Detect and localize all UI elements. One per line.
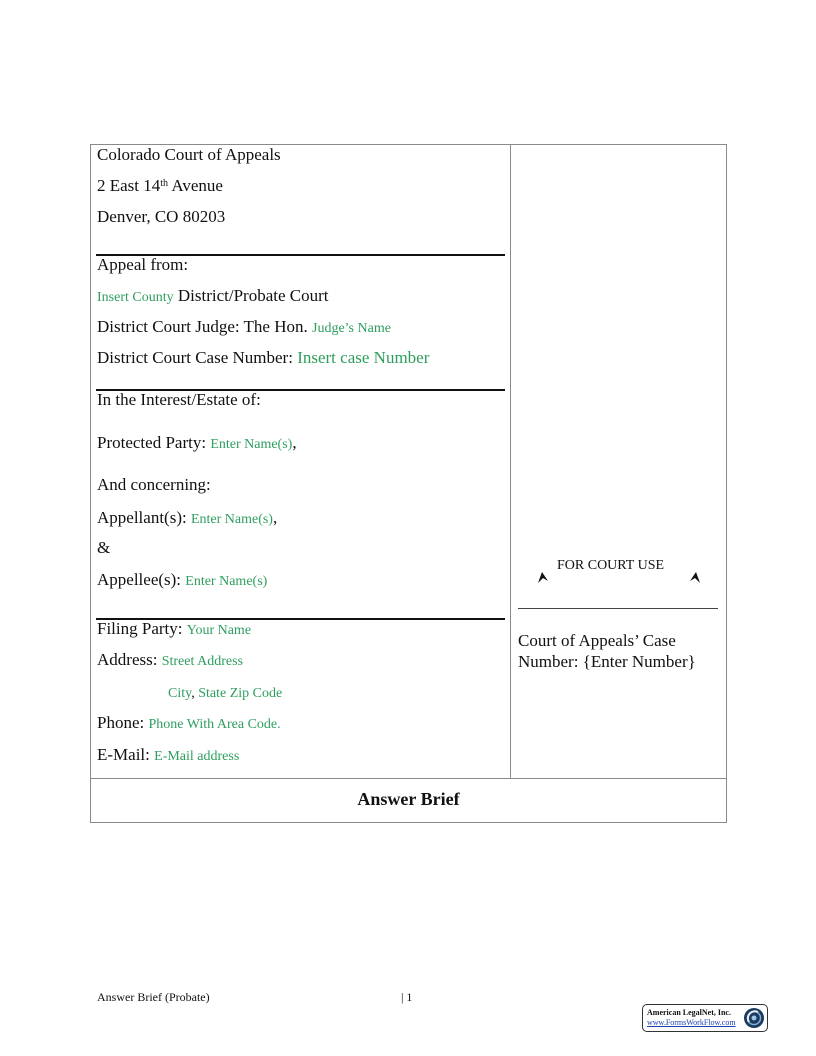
city-state-line — [168, 682, 282, 704]
address-label: Address: — [97, 650, 162, 669]
address-line — [97, 650, 243, 672]
appellant-line — [97, 508, 277, 530]
logo-company-name: American LegalNet, Inc. — [647, 1008, 731, 1017]
arrow-up-right-icon — [688, 570, 702, 584]
appeal-from-label: Appeal from: — [97, 255, 189, 274]
caption-right-column — [511, 145, 726, 778]
city-placeholder[interactable]: City — [168, 686, 192, 701]
filing-party-line — [97, 619, 251, 641]
appellant-comma: , — [272, 508, 278, 527]
caption-box — [90, 144, 727, 823]
court-type: District/Probate Court — [173, 286, 329, 305]
legalnet-logo[interactable] — [642, 1004, 768, 1032]
for-court-use-label: FOR COURT USE — [557, 558, 665, 573]
county-placeholder[interactable]: Insert County — [97, 290, 174, 305]
court-street-name: Avenue — [168, 176, 223, 195]
appellee-line — [97, 570, 267, 592]
filing-party-placeholder[interactable]: Your Name — [186, 623, 252, 638]
district-case-line — [97, 348, 429, 368]
logo-url[interactable]: www.FormsWorkFlow.com — [647, 1018, 736, 1027]
court-street — [97, 176, 223, 196]
protected-party-line — [97, 433, 297, 455]
court-street-number: 2 East 14 — [97, 176, 161, 195]
appellee-placeholder[interactable]: Enter Name(s) — [185, 574, 268, 589]
caption-left-column — [91, 145, 511, 778]
email-line — [97, 745, 239, 767]
phone-label: Phone: — [97, 713, 149, 732]
footer-title: Answer Brief (Probate) — [97, 990, 210, 1004]
court-name: Colorado Court of Appeals — [97, 145, 281, 164]
court-use-divider — [518, 608, 718, 609]
district-case-placeholder[interactable]: Insert case Number — [297, 348, 430, 367]
appellant-label: Appellant(s): — [97, 508, 191, 527]
document-title: Answer Brief — [91, 778, 726, 822]
arrow-up-left-icon — [536, 570, 550, 584]
protected-party-placeholder[interactable]: Enter Name(s) — [210, 437, 293, 452]
appeals-case-number[interactable]: Court of Appeals’ Case Number: {Enter Number} — [518, 631, 696, 671]
street-address-placeholder[interactable]: Street Address — [161, 654, 243, 669]
judge-label: District Court Judge: The Hon. — [97, 317, 312, 336]
filing-party-label: Filing Party: — [97, 619, 187, 638]
judge-name-placeholder[interactable]: Judge’s Name — [312, 321, 391, 336]
concerning-label: And concerning: — [97, 475, 211, 494]
court-street-ordinal: th — [160, 178, 169, 189]
state-zip-placeholder[interactable]: State Zip Code — [198, 686, 283, 701]
phone-line — [97, 713, 281, 735]
footer-page-number: | 1 — [401, 990, 413, 1004]
appellee-label: Appellee(s): — [97, 570, 186, 589]
judge-line — [97, 317, 391, 339]
phone-placeholder[interactable]: Phone With Area Code. — [148, 717, 281, 732]
protected-party-label: Protected Party: — [97, 433, 211, 452]
district-case-label: District Court Case Number: — [97, 348, 298, 367]
email-placeholder[interactable]: E-Mail address — [154, 749, 240, 764]
court-city: Denver, CO 80203 — [97, 207, 226, 226]
appeal-court-line — [97, 286, 328, 308]
appellant-placeholder[interactable]: Enter Name(s) — [190, 512, 273, 527]
interest-label: In the Interest/Estate of: — [97, 390, 261, 409]
email-label: E-Mail: — [97, 745, 155, 764]
ampersand: & — [97, 538, 111, 557]
protected-party-comma: , — [292, 433, 297, 452]
city-separator: , — [191, 686, 199, 701]
globe-icon — [743, 1007, 765, 1029]
